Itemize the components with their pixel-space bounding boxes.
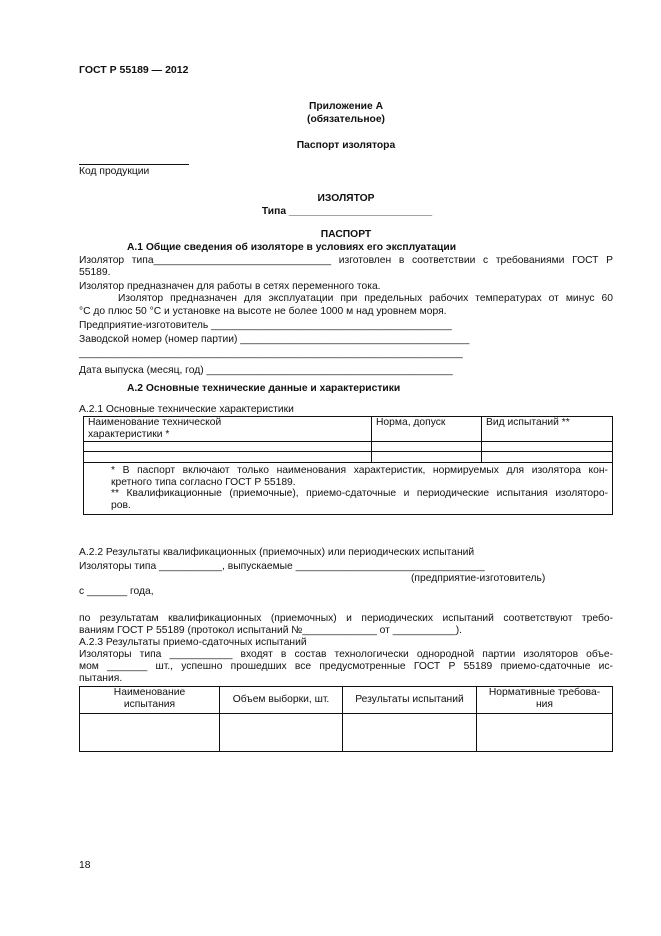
section2-3-line3: пытания.: [79, 673, 123, 684]
note2-line2: ров.: [111, 499, 131, 511]
insulator-type-line: [232, 206, 462, 218]
section1-line1: Изолятор типа_______________________________ изготовлен в соответствии с требованиями ГОСТ Р: [79, 255, 613, 266]
section2-2-line5: ваниям ГОСТ Р 55189 (протокол испытаний №_____________ от ___________).: [79, 625, 463, 636]
section1-line4: Изолятор предназначен для эксплуатации при предельных рабочих температурах от минус 60: [118, 293, 613, 304]
section2-2-title: А.2.2 Результаты квалификационных (приемочных) или периодических испытаний: [79, 547, 475, 558]
acceptance-tests-table: [79, 686, 613, 752]
table1-cell: [372, 452, 482, 463]
insulator-title: ИЗОЛЯТОР: [317, 193, 375, 204]
section2-3-line1: Изоляторы типа ___________ входят в состав технологически однородной партии изоляторов объе-: [79, 649, 613, 660]
table2-header-test-name: Наименование испытания: [80, 687, 220, 714]
section2-2-line4: по результатам квалификационных (приемочных) и периодических испытаний соответствуют требо-: [79, 613, 613, 624]
table2-header-sample-size: Объем выборки, шт.: [220, 687, 343, 714]
section2-heading: А.2 Основные технические данные и характеристики: [127, 383, 401, 394]
section2-3-title: А.2.3 Результаты приемо-сдаточных испытаний: [79, 637, 307, 648]
table1-header-characteristic: Наименование технической характеристики *: [84, 417, 372, 442]
section2-2-line1: Изоляторы типа ___________, выпускаемые _________________________________: [79, 561, 485, 572]
section2-3-line2: мом _______ шт., успешно прошедших все предусмотренные ГОСТ Р 55189 приемо-сдаточные ис-: [79, 661, 613, 672]
table2-header-results: Результаты испытаний: [343, 687, 477, 714]
table2-cell: [343, 714, 477, 752]
standard-header: ГОСТ Р 55189 — 2012: [79, 64, 189, 76]
note1-line1: * В паспорт включают только наименования характеристик, нормируемых для изолятора кон-: [111, 465, 608, 476]
page-number: 18: [79, 860, 91, 871]
manufacturer-caption: (предприятие-изготовитель): [411, 573, 546, 584]
manufacturer-line: Предприятие-изготовитель __________________________________________: [79, 320, 452, 331]
table1-cell: [482, 442, 613, 452]
passport-title: ПАСПОРТ: [320, 229, 372, 240]
appendix-status: (обязательное): [307, 114, 385, 125]
serial-number-line: Заводской номер (номер партии) ________________________________________: [79, 334, 470, 345]
table2-cell: [220, 714, 343, 752]
note2-line1: ** Квалификационные (приемочные), приемо-сдаточные и периодические испытания изоляторо-: [111, 488, 608, 499]
product-code-rule: [79, 164, 189, 165]
table1-cell: [372, 442, 482, 452]
table2-cell: [80, 714, 220, 752]
document-title: Паспорт изолятора: [296, 140, 396, 151]
appendix-title: Приложение А: [308, 101, 384, 112]
release-date-line: Дата выпуска (месяц, год) ___________________________________________: [79, 365, 453, 376]
note1-line2: кретного типа согласно ГОСТ Р 55189.: [111, 476, 296, 488]
table1-header-test-type: Вид испытаний **: [482, 417, 613, 442]
technical-characteristics-table: [83, 416, 613, 515]
section2-2-line3: с _______ года,: [79, 586, 154, 597]
insulator-type-text: Типа _________________________: [261, 206, 433, 217]
product-code-label: Код продукции: [79, 166, 150, 177]
table1-notes: [84, 463, 613, 515]
section1-line3: Изолятор предназначен для работы в сетях переменного тока.: [79, 281, 381, 292]
section1-heading: А.1 Общие сведения об изоляторе в условиях его эксплуатации: [127, 242, 457, 253]
table2-header-requirements: Нормативные требова- ния: [477, 687, 613, 714]
section1-line2: 55189.: [79, 267, 111, 278]
table1-cell: [84, 452, 372, 463]
table1-cell: [482, 452, 613, 463]
blank-line: ___________________________________________________________________: [79, 348, 463, 359]
table1-cell: [84, 442, 372, 452]
section2-1-title: А.2.1 Основные технические характеристики: [79, 404, 294, 415]
table1-header-norm: Норма, допуск: [372, 417, 482, 442]
table2-cell: [477, 714, 613, 752]
section1-line5: °С до плюс 50 °С и установке на высоте не более 1000 м над уровнем моря.: [79, 306, 447, 317]
